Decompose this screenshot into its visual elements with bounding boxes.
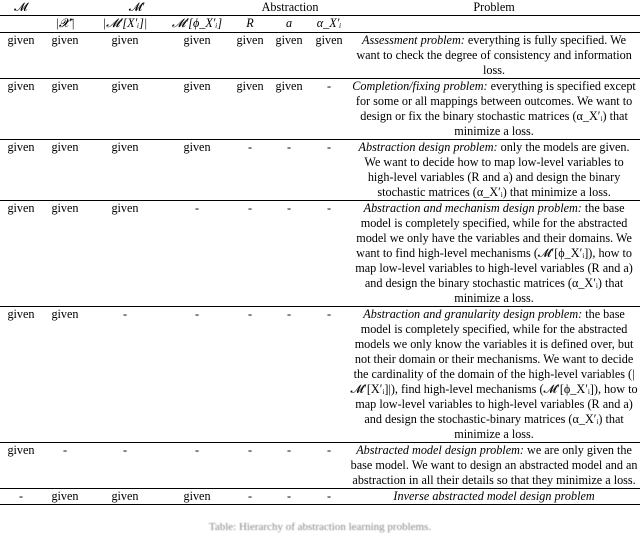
cell: given bbox=[315, 33, 343, 47]
cell: given bbox=[42, 140, 88, 201]
cell: - bbox=[268, 443, 310, 489]
cell: - bbox=[232, 443, 268, 489]
cell: given bbox=[111, 33, 139, 47]
cell: - bbox=[232, 489, 268, 505]
header-M: 𝓜 bbox=[0, 0, 42, 16]
problem-description bbox=[348, 33, 640, 79]
cell: - bbox=[162, 443, 232, 489]
table-row bbox=[0, 489, 640, 505]
problem-text: only the models are given. We want to decide how to map low-level variables to high-level variables (R and a) and design the binary stochastic matrices (α_X′ᵢ) that minimize a loss. bbox=[364, 140, 630, 199]
cell: given bbox=[7, 33, 35, 47]
cell: given bbox=[0, 79, 42, 140]
header-abstraction: Abstraction bbox=[232, 0, 348, 16]
cell: - bbox=[268, 307, 310, 443]
cell: - bbox=[310, 307, 348, 443]
problem-title: Abstraction design problem: bbox=[358, 140, 498, 154]
cell: - bbox=[232, 307, 268, 443]
cell: - bbox=[268, 489, 310, 505]
header-sub-X: |𝓧′| bbox=[42, 16, 88, 33]
cell: given bbox=[51, 33, 79, 47]
cell: given bbox=[88, 489, 162, 505]
header-sub-problem-empty bbox=[348, 16, 640, 33]
cell: - bbox=[162, 307, 232, 443]
cell: given bbox=[42, 201, 88, 307]
cell: given bbox=[236, 33, 264, 47]
cell: given bbox=[88, 140, 162, 201]
problem-text: the base model is completely specified, while for the abstracted models we only know the variables it is defined over, but not their domain or their mechanisms. We want to decide the cardinality of the domain of the high-level variables (|𝓜′[X′ᵢ]|), find high-level mechanisms (𝓜′[ϕ_X′ᵢ]), how to map low-level variables to high-level variables (R and a) and design the stochastic-binary matrices (α_X′ᵢ) that minimize a loss. bbox=[350, 307, 638, 441]
cell: given bbox=[0, 140, 42, 201]
problem-title: Completion/fixing problem: bbox=[352, 79, 488, 93]
problem-text: we are only given the base model. We want to design an abstracted model and an abstraction in all their details so that they minimize a loss. bbox=[350, 443, 638, 487]
cell: given bbox=[162, 79, 232, 140]
problem-title: Abstraction and granularity design problem: bbox=[363, 307, 583, 321]
cell: given bbox=[162, 489, 232, 505]
header-sub-R: R bbox=[232, 16, 268, 33]
cell: given bbox=[0, 443, 42, 489]
problem-description bbox=[348, 489, 640, 505]
problem-description bbox=[348, 307, 640, 443]
cell: given bbox=[0, 201, 42, 307]
cell: given bbox=[88, 201, 162, 307]
cell: given bbox=[162, 140, 232, 201]
cell: - bbox=[310, 201, 348, 307]
cell: given bbox=[275, 33, 303, 47]
cell: - bbox=[310, 79, 348, 140]
cell: - bbox=[232, 140, 268, 201]
cell: given bbox=[268, 79, 310, 140]
problem-text: the base model is completely specified, while for the abstracted model we only have the variables and their domains. We want to find high-level mechanisms (𝓜′[ϕ_X′ᵢ]), how to map low-level variables to high-level variables (R and a) and design the binary stochastic matrices (α_X′ᵢ) that minimize a loss. bbox=[355, 201, 633, 305]
table-row bbox=[0, 140, 640, 201]
problem-title: Abstraction and mechanism design problem: bbox=[363, 201, 582, 215]
header-row-top bbox=[0, 0, 640, 16]
table-row bbox=[0, 443, 640, 489]
cell: - bbox=[42, 443, 88, 489]
cell: given bbox=[88, 79, 162, 140]
cell: - bbox=[88, 443, 162, 489]
cell: - bbox=[232, 201, 268, 307]
header-sub-Mphi: 𝓜′[ϕ_X′ᵢ] bbox=[162, 16, 232, 33]
cell: given bbox=[42, 79, 88, 140]
cell: - bbox=[310, 140, 348, 201]
cell: - bbox=[88, 307, 162, 443]
header-sub-empty bbox=[0, 16, 42, 33]
table-row bbox=[0, 79, 640, 140]
cell: - bbox=[310, 443, 348, 489]
table-caption: Table: Hierarchy of abstraction learning problems. bbox=[208, 521, 432, 533]
header-sub-MX: |𝓜′[X′ᵢ]| bbox=[88, 16, 162, 33]
table-row bbox=[0, 307, 640, 443]
cell: given bbox=[232, 79, 268, 140]
header-sub-alpha: α_X′ᵢ bbox=[310, 16, 348, 33]
cell: - bbox=[268, 140, 310, 201]
problem-title: Inverse abstracted model design problem bbox=[393, 489, 595, 503]
cell: given bbox=[183, 33, 211, 47]
cell: - bbox=[0, 489, 42, 505]
cell: - bbox=[310, 489, 348, 505]
problem-description bbox=[348, 201, 640, 307]
problem-text: everything is specified except for some or all mappings between outcomes. We want to design or fix the binary stochastic matrices (α_X′ᵢ) that minimize a loss. bbox=[355, 79, 636, 138]
table-row bbox=[0, 33, 640, 79]
problem-description bbox=[348, 140, 640, 201]
header-row-sub bbox=[0, 16, 640, 33]
cell: given bbox=[0, 307, 42, 443]
header-sub-a: a bbox=[268, 16, 310, 33]
problem-title: Abstracted model design problem: bbox=[356, 443, 524, 457]
cell: given bbox=[42, 489, 88, 505]
problem-title: Assessment problem: bbox=[362, 33, 465, 47]
problem-description bbox=[348, 443, 640, 489]
header-problem: Problem bbox=[348, 0, 640, 16]
cell: - bbox=[268, 201, 310, 307]
header-M-prime: 𝓜′ bbox=[42, 0, 232, 16]
cell: - bbox=[162, 201, 232, 307]
problem-text: everything is fully specified. We want to check the degree of consistency and information loss. bbox=[356, 33, 632, 77]
table-row bbox=[0, 201, 640, 307]
problem-description bbox=[348, 79, 640, 140]
cell: given bbox=[42, 307, 88, 443]
